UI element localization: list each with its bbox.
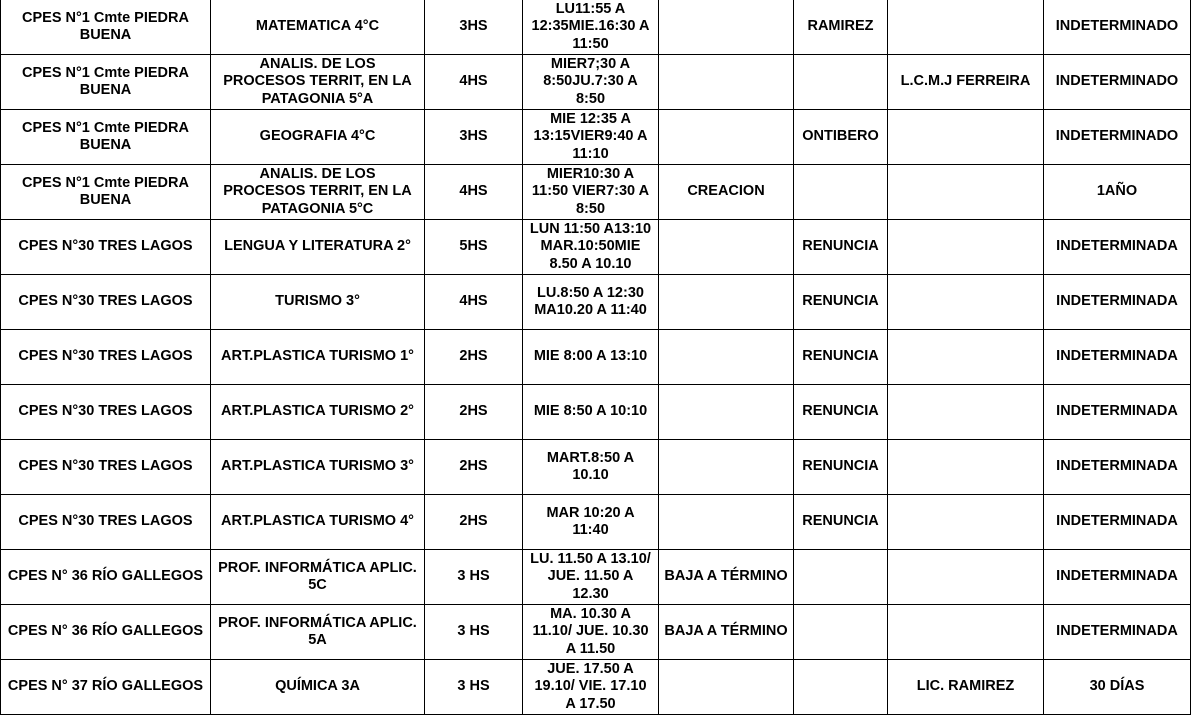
cell-subject: ART.PLASTICA TURISMO 2°	[211, 385, 425, 440]
cell-replaced: RENUNCIA	[794, 385, 888, 440]
cell-duration: INDETERMINADO	[1044, 0, 1191, 55]
cell-subject: MATEMATICA 4°C	[211, 0, 425, 55]
cell-hours: 3 HS	[425, 660, 523, 715]
cell-reason: BAJA A TÉRMINO	[659, 550, 794, 605]
table-row	[1, 220, 1191, 275]
cell-reason	[659, 110, 794, 165]
cell-replaced	[794, 660, 888, 715]
table-row	[1, 605, 1191, 660]
cell-replaced: ONTIBERO	[794, 110, 888, 165]
cell-reason	[659, 330, 794, 385]
cell-schedule: MAR 10:20 A 11:40	[523, 495, 659, 550]
cell-duration: INDETERMINADO	[1044, 55, 1191, 110]
cell-duration: INDETERMINADA	[1044, 605, 1191, 660]
cell-subject: ANALIS. DE LOS PROCESOS TERRIT, EN LA PATAGONIA 5°A	[211, 55, 425, 110]
cell-duration: INDETERMINADA	[1044, 550, 1191, 605]
cell-hours: 3 HS	[425, 550, 523, 605]
cell-hours: 3HS	[425, 110, 523, 165]
cell-hours: 5HS	[425, 220, 523, 275]
cell-teacher	[888, 165, 1044, 220]
cell-replaced: RENUNCIA	[794, 330, 888, 385]
cell-duration: INDETERMINADA	[1044, 385, 1191, 440]
cell-duration: INDETERMINADA	[1044, 330, 1191, 385]
cell-reason	[659, 660, 794, 715]
cell-replaced: RAMIREZ	[794, 0, 888, 55]
cell-school: CPES N° 36 RÍO GALLEGOS	[1, 550, 211, 605]
cell-schedule: LU. 11.50 A 13.10/ JUE. 11.50 A 12.30	[523, 550, 659, 605]
cell-teacher	[888, 330, 1044, 385]
cell-replaced	[794, 550, 888, 605]
cell-school: CPES N°1 Cmte PIEDRA BUENA	[1, 110, 211, 165]
table-row	[1, 385, 1191, 440]
cell-reason	[659, 0, 794, 55]
cell-subject: QUÍMICA 3A	[211, 660, 425, 715]
cell-subject: ANALIS. DE LOS PROCESOS TERRIT, EN LA PATAGONIA 5°C	[211, 165, 425, 220]
table-row	[1, 660, 1191, 715]
cell-hours: 4HS	[425, 275, 523, 330]
cell-teacher	[888, 110, 1044, 165]
cell-teacher: LIC. RAMIREZ	[888, 660, 1044, 715]
cell-replaced: RENUNCIA	[794, 220, 888, 275]
table-row	[1, 0, 1191, 55]
cell-hours: 3HS	[425, 0, 523, 55]
cell-reason: BAJA A TÉRMINO	[659, 605, 794, 660]
cell-subject: PROF. INFORMÁTICA APLIC. 5A	[211, 605, 425, 660]
cell-teacher	[888, 385, 1044, 440]
cell-subject: GEOGRAFIA 4°C	[211, 110, 425, 165]
table-row	[1, 55, 1191, 110]
cell-reason	[659, 220, 794, 275]
table-row	[1, 440, 1191, 495]
table-row	[1, 495, 1191, 550]
cell-school: CPES N°30 TRES LAGOS	[1, 275, 211, 330]
cell-teacher	[888, 275, 1044, 330]
cell-duration: INDETERMINADA	[1044, 440, 1191, 495]
cell-teacher	[888, 0, 1044, 55]
cell-schedule: MIE 8:00 A 13:10	[523, 330, 659, 385]
cell-subject: ART.PLASTICA TURISMO 1°	[211, 330, 425, 385]
cell-hours: 2HS	[425, 330, 523, 385]
cell-school: CPES N°30 TRES LAGOS	[1, 495, 211, 550]
cell-school: CPES N° 37 RÍO GALLEGOS	[1, 660, 211, 715]
cell-school: CPES N°30 TRES LAGOS	[1, 330, 211, 385]
cell-schedule: MART.8:50 A 10.10	[523, 440, 659, 495]
cell-subject: TURISMO 3°	[211, 275, 425, 330]
table-row	[1, 110, 1191, 165]
cell-reason	[659, 275, 794, 330]
cell-school: CPES N°30 TRES LAGOS	[1, 385, 211, 440]
cell-duration: INDETERMINADA	[1044, 220, 1191, 275]
cell-subject: ART.PLASTICA TURISMO 4°	[211, 495, 425, 550]
cell-hours: 2HS	[425, 495, 523, 550]
cell-replaced: RENUNCIA	[794, 495, 888, 550]
cell-teacher	[888, 495, 1044, 550]
cell-teacher: L.C.M.J FERREIRA	[888, 55, 1044, 110]
cell-reason	[659, 440, 794, 495]
cell-duration: INDETERMINADA	[1044, 275, 1191, 330]
cell-replaced	[794, 55, 888, 110]
cell-hours: 3 HS	[425, 605, 523, 660]
cell-school: CPES N°30 TRES LAGOS	[1, 220, 211, 275]
cell-school: CPES N°30 TRES LAGOS	[1, 440, 211, 495]
cell-hours: 4HS	[425, 55, 523, 110]
cell-reason: CREACION	[659, 165, 794, 220]
cell-duration: 30 DÍAS	[1044, 660, 1191, 715]
cell-replaced	[794, 165, 888, 220]
cell-duration: INDETERMINADA	[1044, 495, 1191, 550]
cell-schedule: JUE. 17.50 A 19.10/ VIE. 17.10 A 17.50	[523, 660, 659, 715]
cell-reason	[659, 55, 794, 110]
cell-hours: 2HS	[425, 385, 523, 440]
cell-replaced: RENUNCIA	[794, 275, 888, 330]
cell-schedule: MIE 8:50 A 10:10	[523, 385, 659, 440]
cell-schedule: MA. 10.30 A 11.10/ JUE. 10.30 A 11.50	[523, 605, 659, 660]
cell-schedule: LU.8:50 A 12:30 MA10.20 A 11:40	[523, 275, 659, 330]
cell-subject: LENGUA Y LITERATURA 2°	[211, 220, 425, 275]
cell-schedule: MIER7;30 A 8:50JU.7:30 A 8:50	[523, 55, 659, 110]
cell-duration: INDETERMINADO	[1044, 110, 1191, 165]
cell-subject: ART.PLASTICA TURISMO 3°	[211, 440, 425, 495]
cell-replaced	[794, 605, 888, 660]
cell-reason	[659, 385, 794, 440]
cell-subject: PROF. INFORMÁTICA APLIC. 5C	[211, 550, 425, 605]
cell-schedule: LU11:55 A 12:35MIE.16:30 A 11:50	[523, 0, 659, 55]
cell-teacher	[888, 220, 1044, 275]
cell-hours: 2HS	[425, 440, 523, 495]
cell-reason	[659, 495, 794, 550]
cell-schedule: LUN 11:50 A13:10 MAR.10:50MIE 8.50 A 10.10	[523, 220, 659, 275]
cell-hours: 4HS	[425, 165, 523, 220]
cell-school: CPES N°1 Cmte PIEDRA BUENA	[1, 55, 211, 110]
cell-teacher	[888, 605, 1044, 660]
table-row	[1, 330, 1191, 385]
cell-schedule: MIE 12:35 A 13:15VIER9:40 A 11:10	[523, 110, 659, 165]
cell-duration: 1AÑO	[1044, 165, 1191, 220]
cell-replaced: RENUNCIA	[794, 440, 888, 495]
cell-school: CPES N°1 Cmte PIEDRA BUENA	[1, 0, 211, 55]
table-row	[1, 165, 1191, 220]
table-row	[1, 550, 1191, 605]
cell-teacher	[888, 440, 1044, 495]
cell-school: CPES N° 36 RÍO GALLEGOS	[1, 605, 211, 660]
table-row	[1, 275, 1191, 330]
cell-school: CPES N°1 Cmte PIEDRA BUENA	[1, 165, 211, 220]
cell-schedule: MIER10:30 A 11:50 VIER7:30 A 8:50	[523, 165, 659, 220]
cell-teacher	[888, 550, 1044, 605]
